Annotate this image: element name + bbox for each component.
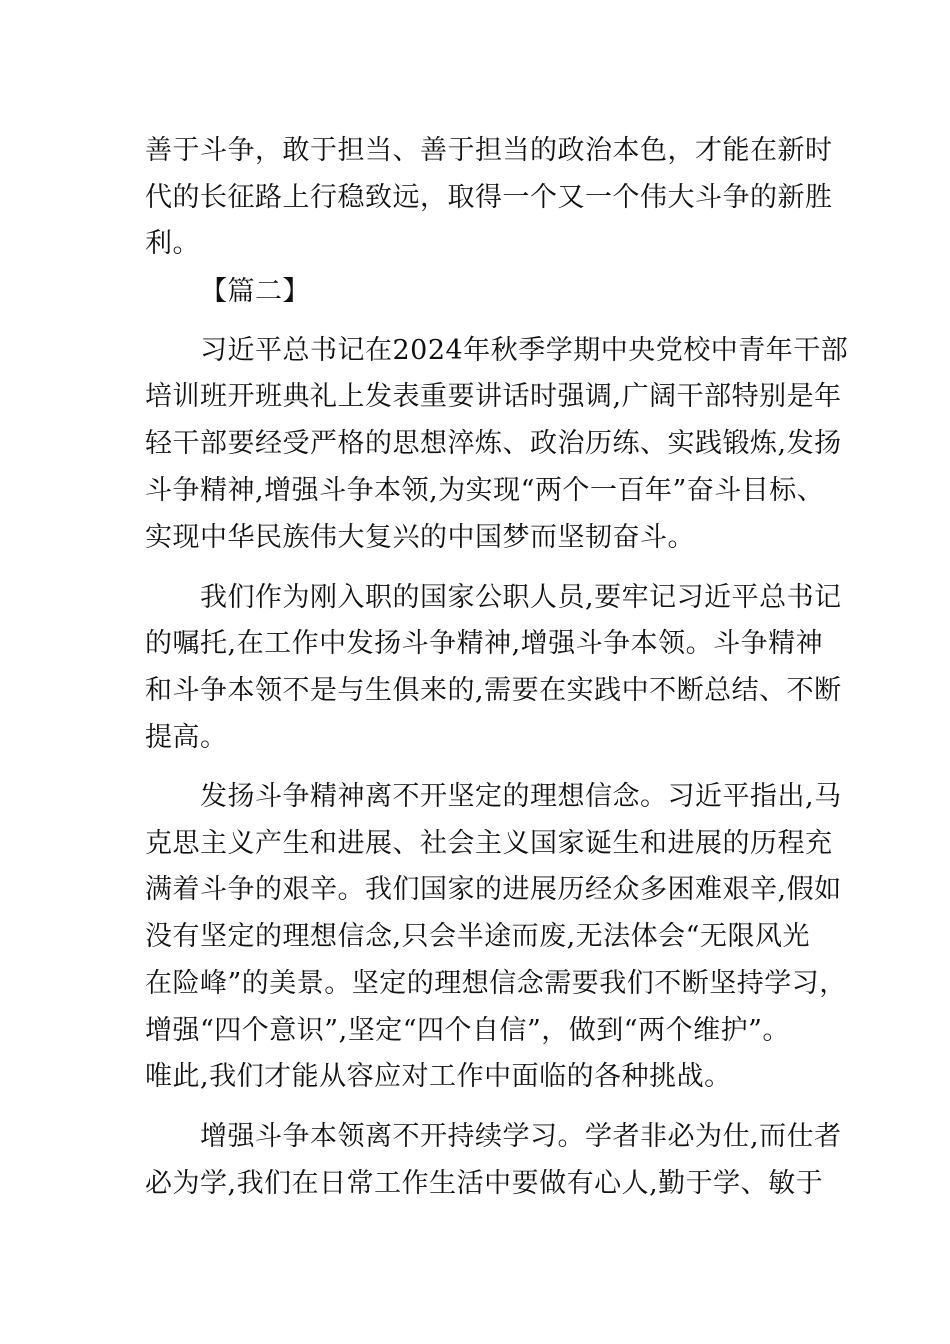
text-line: 实现中华民族伟大复兴的中国梦而坚韧奋斗。 [145, 522, 695, 553]
text-line: 斗争精神,增强斗争本领,为实现“两个一百年”奋斗目标、 [145, 475, 825, 506]
paragraph-first-line: 习近平总书记在2024年秋季学期中央党校中青年干部 [200, 335, 849, 366]
text-line: 利。 [145, 228, 200, 259]
text-line: 轻干部要经受严格的思想淬炼、政治历练、实践锻炼,发扬 [145, 428, 842, 459]
text-line: 增强“四个意识”,坚定“四个自信”，做到“两个维护”。 [145, 1015, 790, 1046]
text-line: 必为学,我们在日常工作生活中要做有心人,勤于学、敏于 [145, 1168, 824, 1199]
text-line: 唯此,我们才能从容应对工作中面临的各种挑战。 [145, 1061, 732, 1092]
paragraph-first-line: 发扬斗争精神离不开坚定的理想信念。习近平指出,马 [200, 781, 842, 812]
text-line: 和斗争本领不是与生俱来的,需要在实践中不断总结、不断 [145, 675, 842, 706]
text-line: 培训班开班典礼上发表重要讲话时强调,广阔干部特别是年 [145, 381, 842, 412]
text-line: 克思主义产生和进展、社会主义国家诞生和进展的历程充 [145, 828, 833, 859]
text-line: 满着斗争的艰辛。我们国家的进展历经众多困难艰辛,假如 [145, 874, 842, 905]
text-line: 的嘱托,在工作中发扬斗争精神,增强斗争本领。斗争精神 [145, 628, 824, 659]
text-line: 提高。 [145, 722, 228, 753]
paragraph-first-line: 我们作为刚入职的国家公职人员,要牢记习近平总书记 [200, 582, 842, 613]
paragraph-first-line: 增强斗争本领离不开持续学习。学者非必为仕,而仕者 [200, 1121, 842, 1152]
section-heading: 【篇二】 [200, 276, 310, 307]
text-line: 在险峰”的美景。坚定的理想信念需要我们不断坚持学习， [145, 968, 847, 999]
text-line: 代的长征路上行稳致远，取得一个又一个伟大斗争的新胜 [145, 182, 833, 213]
text-line: 善于斗争，敢于担当、善于担当的政治本色，才能在新时 [145, 135, 833, 166]
text-line: 没有坚定的理想信念,只会半途而废,无法体会“无限风光 [145, 921, 810, 952]
